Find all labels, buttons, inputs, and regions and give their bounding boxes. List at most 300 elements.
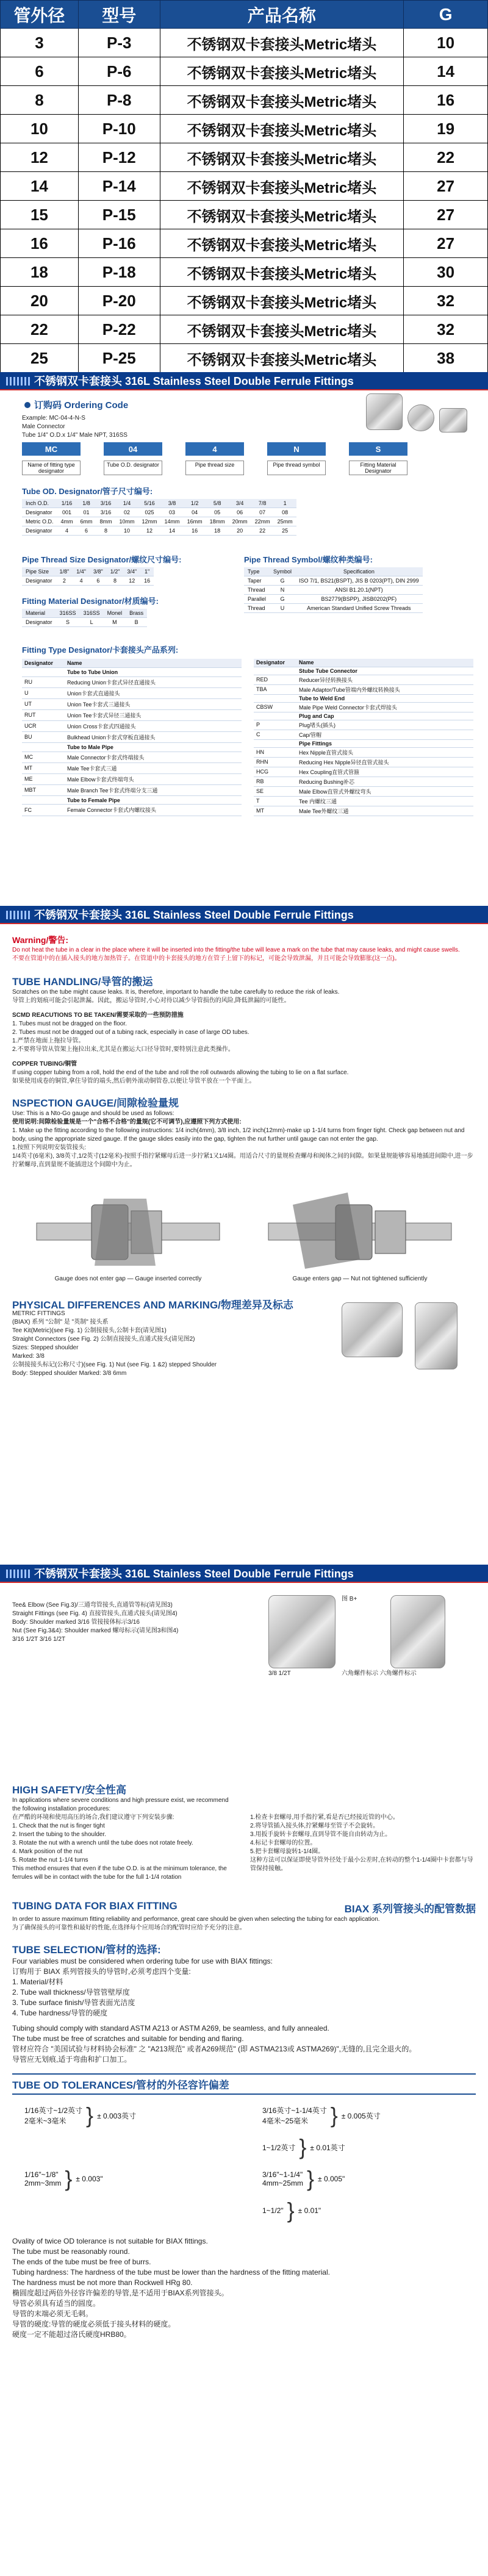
code-boxes <box>22 442 407 456</box>
table-cell: 5/16 <box>138 499 161 508</box>
physical-lines <box>12 1310 281 1378</box>
cell-name: 不锈钢双卡套接头Metric堵头 <box>160 258 403 287</box>
fit-name: Male Tee外螺纹三通 <box>296 806 473 816</box>
code-box: 04 <box>104 442 162 456</box>
table-cell: U <box>270 604 295 613</box>
fit-designator <box>254 712 296 720</box>
fit-name: Plug and Cap <box>296 712 473 720</box>
table-cell: BS2779(BSPP), JISB0202(PF) <box>295 595 423 604</box>
fig-label: 3/8 1/2T <box>268 1670 291 1677</box>
cell-name: 不锈钢双卡套接头Metric堵头 <box>160 229 403 258</box>
code-box: MC <box>22 442 81 456</box>
table-row <box>22 618 147 627</box>
fit-name: Male Pipe Weld Connector卡套式焊接头 <box>296 702 473 712</box>
table-cell: Metric O.D. <box>22 517 57 526</box>
table-cell: Material <box>22 609 56 618</box>
od-left-range2: 2毫米~3毫米 <box>24 2117 66 2125</box>
od-right-tol: ± 0.005" <box>318 2175 345 2183</box>
handling-section <box>0 930 488 1559</box>
pipe-symbol-title: Pipe Thread Symbol/螺纹种类编号: <box>244 555 373 564</box>
text-line: 导管的末端必须无毛刺。 <box>12 2309 93 2318</box>
od-title: TUBE OD TOLERANCES/管材的外径容许偏差 <box>12 2079 229 2091</box>
od-right-ranges <box>262 2105 327 2126</box>
table-cell: 16 <box>140 576 154 586</box>
table-cell: N <box>270 586 295 595</box>
table-row <box>1 315 488 344</box>
code-box: 4 <box>185 442 244 456</box>
tubing-line: In order to assure maximum fitting reliability and performance, great care should be given when selecting the tubing for each application. <box>12 1916 380 1923</box>
table-cell: 25mm <box>274 517 296 526</box>
table-cell: ANSI B1.20.1(NPT) <box>295 586 423 595</box>
table-cell: 3/16 <box>96 499 116 508</box>
handling-line: Scratches on the tube might cause leaks. It is, therefore, important to handle the tube carefully to reduce the risk of leaks. <box>12 989 340 996</box>
od-row <box>12 2100 476 2131</box>
table-cell: 316SS <box>56 609 80 618</box>
table-cell: 6 <box>90 576 107 586</box>
cell-model: P-8 <box>78 86 160 115</box>
text-line: Tubing should comply with standard ASTM A213 or ASTM A269, be seamless, and fully annealed. <box>12 2024 329 2032</box>
cell-name: 不锈钢双卡套接头Metric堵头 <box>160 344 403 373</box>
table-cell: 14mm <box>161 517 184 526</box>
table-cell: 01 <box>77 508 96 517</box>
text-line: 公制接接头标记(公称尺寸)(see Fig. 1) Nut (see Fig. 1 &2) stepped Shoulder <box>12 1362 217 1368</box>
fit-designator: MT <box>22 762 65 773</box>
fit-designator <box>254 667 296 675</box>
text-line: Straight Connectors (see Fig. 2) 公制直接接头,直通式接头(请见图2) <box>12 1336 195 1343</box>
od-row <box>12 2163 476 2195</box>
text-line: 硬度一定不能超过洛氏硬度HRB80。 <box>12 2330 131 2339</box>
fit-name: Male Elbow卡套式终端弯头 <box>65 773 242 784</box>
fit-name: Name <box>65 659 242 668</box>
od-right-range: 3/16"~1-1/4" <box>262 2170 303 2179</box>
bracket-icon: } <box>299 2134 307 2159</box>
text-line: 这种方法可以保证即使导管外径处于最小公差时,在转动的整个1-1/4圈中卡套都与导管保持接触。 <box>250 1857 473 1872</box>
fit-designator: RB <box>254 777 296 786</box>
text-line: Body: Stepped shoulder Marked: 3/8 6mm <box>12 1370 127 1377</box>
text-line: Straight Fittings (see Fig. 4) 直接管接头,直通式接头(请见图4) <box>12 1610 178 1617</box>
section-banner <box>0 372 488 390</box>
example-line: Male Connector <box>22 423 65 430</box>
table-row <box>22 499 296 508</box>
banner-title: 不锈钢双卡套接头 316L Stainless Steel Double Ferrule Fittings <box>34 909 354 921</box>
table-row <box>244 576 423 586</box>
bracket-icon: } <box>86 2103 94 2128</box>
table-row <box>22 709 242 720</box>
bracket-icon: } <box>307 2166 315 2191</box>
table-row <box>1 29 488 57</box>
table-cell: 3/4 <box>229 499 251 508</box>
spec-table-header <box>1 1 488 29</box>
copper-line: If using copper tubing from a roll, hold the end of the tube and roll the roll outwards allowing the tubing to lie on a flat surface. <box>12 1069 349 1076</box>
table-row <box>254 757 473 767</box>
text-line: 导管的硬度:导管的硬度必须低于接头材料的硬度。 <box>12 2320 176 2328</box>
table-cell: Parallel <box>244 595 270 604</box>
fitting-photo-elbow <box>342 1302 403 1357</box>
ordering-title <box>24 398 128 411</box>
table-row <box>254 777 473 786</box>
table-row <box>254 796 473 806</box>
table-cell: 14 <box>161 526 184 536</box>
fit-name: Union Tee卡套式异径三通接头 <box>65 709 242 720</box>
cell-model: P-12 <box>78 143 160 172</box>
pipe-symbol-table <box>244 567 423 613</box>
table-cell: 3/8 <box>161 499 184 508</box>
fit-designator <box>22 742 65 752</box>
fit-designator <box>254 739 296 747</box>
cell-model: P-25 <box>78 344 160 373</box>
copper-line: 如果使用成卷的铜管,拿住导管的端头,然后朝外滚动铜管卷,以便让导管平放在一个平面上。 <box>12 1078 256 1085</box>
fit-name: Cap/管帽 <box>296 730 473 739</box>
table-row <box>254 694 473 702</box>
code-row <box>0 442 407 475</box>
table-cell: 1/8 <box>77 499 96 508</box>
gauge-illustration-icon <box>24 1193 232 1272</box>
od-right-range: 1~1/2英寸 <box>262 2143 296 2152</box>
text-line: Body: Shoulder marked 3/16 管接接体标示3/16 <box>12 1619 140 1626</box>
table-row <box>22 668 242 677</box>
fit-name: Reducer异径转换接头 <box>296 675 473 684</box>
fit-name: Pipe Fittings <box>296 739 473 747</box>
cell-name: 不锈钢双卡套接头Metric堵头 <box>160 29 403 57</box>
text-line: This method ensures that even if the tube O.D. is at the minimum tolerance, the ferrules will be in contact with the tube for the full 1-1/4 rotation <box>12 1865 227 1881</box>
table-row <box>254 659 473 667</box>
table-cell: Inch O.D. <box>22 499 57 508</box>
text-line: 4. Tube hardness/导管的硬度 <box>12 2009 108 2017</box>
fit-name: Tee 内螺纹三通 <box>296 796 473 806</box>
bracket-icon: } <box>330 2103 338 2128</box>
fitting-type-title: Fitting Type Designator/卡套接头产品系列: <box>22 645 179 655</box>
table-cell: L <box>80 618 104 627</box>
fit-name: Union Cross卡套式四通接头 <box>65 720 242 731</box>
cell-model: P-20 <box>78 287 160 315</box>
cell-od: 18 <box>1 258 79 287</box>
table-cell: 1" <box>140 567 154 576</box>
tubing-title-cn: BIAX 系列管接头的配管数据 <box>344 1903 476 1915</box>
fit-designator <box>22 668 65 677</box>
bracket-icon: } <box>287 2198 295 2223</box>
table-cell: 08 <box>274 508 296 517</box>
od-right-tol: ± 0.01英寸 <box>310 2143 345 2152</box>
table-cell: 1/8" <box>56 567 73 576</box>
table-row <box>244 595 423 604</box>
fit-name: Reducing Union卡套式异径直通接头 <box>65 676 242 687</box>
fit-designator: RED <box>254 675 296 684</box>
cell-g: 32 <box>404 287 488 315</box>
cell-name: 不锈钢双卡套接头Metric堵头 <box>160 143 403 172</box>
cell-od: 10 <box>1 115 79 143</box>
tube-od-table <box>22 499 296 536</box>
fit-designator: UCR <box>22 720 65 731</box>
table-row <box>22 698 242 709</box>
table-cell: Thread <box>244 586 270 595</box>
code-labels <box>22 461 407 475</box>
cell-od: 16 <box>1 229 79 258</box>
table-row <box>22 576 154 586</box>
table-cell: 20 <box>229 526 251 536</box>
final-lines <box>12 2236 476 2340</box>
fitting-type-right <box>254 659 473 816</box>
ordering-example <box>22 414 127 440</box>
text-line: 5.把卡套螺母旋转1-1/4圈。 <box>250 1848 325 1855</box>
cell-model: P-15 <box>78 201 160 229</box>
od-right-tol: ± 0.005英寸 <box>341 2111 381 2120</box>
cell-model: P-22 <box>78 315 160 344</box>
text-line: 4. Mark position of the nut <box>12 1848 83 1855</box>
code-box: N <box>267 442 326 456</box>
table-row <box>22 762 242 773</box>
selection-lines <box>12 1956 476 2065</box>
table-cell: 7/8 <box>251 499 274 508</box>
material-block <box>22 595 223 627</box>
text-line: 3/16 1/2T 3/16 1/2T <box>12 1636 66 1643</box>
col-g: G <box>404 1 488 29</box>
fit-designator: CBSW <box>254 702 296 712</box>
fit-designator: TBA <box>254 684 296 694</box>
table-cell: 1/2" <box>107 567 124 576</box>
fit-name: Reducing Bushing补芯 <box>296 777 473 786</box>
table-cell: Pipe Size <box>22 567 56 576</box>
cell-name: 不锈钢双卡套接头Metric堵头 <box>160 115 403 143</box>
fig-label: 六角螺件标示 六角螺件标示 <box>342 1670 417 1677</box>
fit-designator: MBT <box>22 784 65 795</box>
table-cell: 5/8 <box>206 499 229 508</box>
fit-designator: SE <box>254 786 296 796</box>
cell-od: 20 <box>1 287 79 315</box>
fitting-type-block <box>22 644 473 816</box>
table-row <box>254 747 473 757</box>
fit-name: Hex Coupling直管式管箍 <box>296 767 473 777</box>
cell-od: 12 <box>1 143 79 172</box>
table-row <box>244 567 423 576</box>
selection-title: TUBE SELECTION/管材的选择: <box>12 1944 161 1956</box>
cell-g: 22 <box>404 143 488 172</box>
table-cell: 16 <box>184 526 206 536</box>
fit-name: Tube to Female Pipe <box>65 795 242 805</box>
od-row <box>12 2195 476 2226</box>
table-cell: 4mm <box>57 517 77 526</box>
table-cell: 18 <box>206 526 229 536</box>
ordering-section <box>0 393 488 839</box>
warning-line: Do not heat the tube in a clear in the place where it will be inserted into the fitting/the tube will leave a mark on the tube that may cause leaks, and might cause swells. <box>12 947 460 953</box>
copper-title: COPPER TUBING/铜管 <box>12 1061 77 1067</box>
text-line: Ovality of twice OD tolerance is not suitable for BIAX fittings. <box>12 2237 208 2245</box>
safety-right <box>250 1796 476 1882</box>
table-cell: G <box>270 595 295 604</box>
inspection-line: Use: This is a Nto-Go gauge and should be used as follows: <box>12 1110 174 1117</box>
banner-decoration <box>6 911 30 919</box>
cell-g: 27 <box>404 229 488 258</box>
material-table <box>22 609 147 627</box>
table-cell: 10 <box>116 526 138 536</box>
text-line: Tee Kit(Metric)(see Fig. 1) 公制接接头,公制卡套(请见图1) <box>12 1327 167 1334</box>
text-line: 3. Rotate the nut with a wrench until the tube does not rotate freely. <box>12 1840 193 1846</box>
scmd-line: 1.严禁在地面上拖拉导管。 <box>12 1038 85 1044</box>
text-line: 1. Check that the nut is finger tight <box>12 1823 105 1829</box>
table-cell: Thread <box>244 604 270 613</box>
od-right-ranges <box>262 2206 284 2215</box>
table-cell: Symbol <box>270 567 295 576</box>
table-cell: Specification <box>295 567 423 576</box>
table-row <box>22 676 242 687</box>
code-box: S <box>349 442 407 456</box>
table-row <box>244 604 423 613</box>
gauge-figure-left <box>24 1193 232 1284</box>
text-line: 1. Material/材料 <box>12 1978 63 1986</box>
text-line: Four variables must be considered when ordering tube for use with BIAX fittings: <box>12 1957 273 1965</box>
table-cell: 8 <box>107 576 124 586</box>
fit-name: Male Adaptor/Tube管端内外螺纹转换接头 <box>296 684 473 694</box>
table-row <box>22 773 242 784</box>
cell-model: P-3 <box>78 29 160 57</box>
od-right-tol: ± 0.01" <box>298 2206 321 2215</box>
fit-designator <box>254 694 296 702</box>
handling-title: TUBE HANDLING/导管的搬运 <box>12 976 153 988</box>
pipe-size-block <box>22 553 223 586</box>
table-cell: 02 <box>116 508 138 517</box>
table-cell: 1/16 <box>57 499 77 508</box>
fit-designator: MT <box>254 806 296 816</box>
fit-name: Male Tee卡套式三通 <box>65 762 242 773</box>
gauge-caption-right: Gauge enters gap — Nut not tightened sufficiently <box>292 1275 428 1282</box>
cell-g: 14 <box>404 57 488 86</box>
example-line: Example: MC-04-4-N-S <box>22 415 85 422</box>
pipe-symbol-block <box>244 553 470 613</box>
table-cell: G <box>270 576 295 586</box>
od-right-ranges <box>262 2170 303 2187</box>
scmd-title: SCMD REACUTIONS TO BE TAKEN/需要采取的一些预防措施 <box>12 1012 184 1019</box>
text-line: The hardness must be not more than Rockwell HRg 80. <box>12 2278 193 2287</box>
cell-g: 27 <box>404 172 488 201</box>
text-line: 1.检查卡套螺母,用手指拧紧,看是否已经接近管的中心。 <box>250 1814 399 1821</box>
table-row <box>1 258 488 287</box>
fit-designator: Designator <box>22 659 65 668</box>
material-title: Fitting Material Designator/材质编号: <box>22 597 159 606</box>
fit-name: Stube Tube Connector <box>296 667 473 675</box>
table-cell: ISO 7/1, BS21(BSPT), JIS B 0203(PT), DIN 2999 <box>295 576 423 586</box>
table-cell: Designator <box>22 508 57 517</box>
table-cell: 3/16 <box>96 508 116 517</box>
cell-name: 不锈钢双卡套接头Metric堵头 <box>160 57 403 86</box>
fitting-photo-tee <box>268 1595 336 1668</box>
table-cell: S <box>56 618 80 627</box>
table-row <box>1 287 488 315</box>
text-line: 导管应无划痕,适于弯曲和扩口加工。 <box>12 2055 132 2064</box>
table-cell: Brass <box>126 609 147 618</box>
text-line: 在严酷的环境和使用高压的场合,我们建议遵守下列安装步骤: <box>12 1814 174 1821</box>
code-label: Tube O.D. designator <box>104 461 162 475</box>
table-row <box>1 172 488 201</box>
table-cell: Taper <box>244 576 270 586</box>
fit-designator: HN <box>254 747 296 757</box>
fit-name: Union卡套式直通接头 <box>65 687 242 698</box>
fitting-photo-ferrule <box>407 404 434 431</box>
table-cell: Monel <box>104 609 126 618</box>
warning-line: 不要在管道中的在插入接头的地方加热管子。在管道中的卡套接头的地方在管子上留下的标记，可能会导致泄漏，并且可能会导致膨胀(这一点)。 <box>12 955 401 962</box>
table-cell: 6mm <box>77 517 96 526</box>
table-row <box>254 667 473 675</box>
spec-table-body <box>1 29 488 373</box>
gauge-illustration-icon <box>256 1193 464 1272</box>
text-line: Nut (See Fig.3&4): Shoulder marked 螺母标示(请见图3和图4) <box>12 1627 179 1634</box>
table-cell: 12 <box>123 576 140 586</box>
table-row <box>22 508 296 517</box>
physical-title: PHYSICAL DIFFERENCES AND MARKING/物理差异及标志 <box>12 1299 293 1311</box>
inspection-line: 1.按照下列说明安装管接头: <box>12 1144 87 1151</box>
od-right-range: 3/16英寸~1-1/4英寸 <box>262 2106 327 2115</box>
od-left <box>24 2104 136 2126</box>
col-model: 型号 <box>78 1 160 29</box>
table-row <box>22 687 242 698</box>
od-right-range: 1~1/2" <box>262 2206 284 2215</box>
fit-designator: HCG <box>254 767 296 777</box>
od-right-ranges <box>262 2142 295 2153</box>
table-row <box>1 115 488 143</box>
table-row <box>254 767 473 777</box>
fit-designator: RHN <box>254 757 296 767</box>
od-right-range2: 4mm~25mm <box>262 2179 304 2187</box>
table-row <box>1 86 488 115</box>
od-title-bar <box>12 2073 476 2095</box>
tube-od-block <box>22 485 296 536</box>
table-row <box>22 784 242 795</box>
table-cell: 001 <box>57 508 77 517</box>
tube-od-title: Tube OD. Designator/管子尺寸编号: <box>22 487 153 496</box>
banner-decoration <box>6 377 30 386</box>
table-cell: 07 <box>251 508 274 517</box>
cell-g: 32 <box>404 315 488 344</box>
table-cell: 16mm <box>184 517 206 526</box>
fit-designator: Designator <box>254 659 296 667</box>
cell-od: 22 <box>1 315 79 344</box>
inspection-title: NSPECTION GAUGE/间隙检验量规 <box>12 1097 179 1109</box>
example-line: Tube 1/4" O.D.x 1/4" Male NPT, 316SS <box>22 432 127 439</box>
table-cell: 1/2 <box>184 499 206 508</box>
table-cell: 3/4" <box>123 567 140 576</box>
table-cell: 316SS <box>80 609 104 618</box>
scmd-line: 2.不要将导管从管架上拖拉出来,尤其是在搬运大口径导管时,要特别注意此类操作。 <box>12 1046 234 1053</box>
code-label: Name of fitting type designator <box>22 461 81 475</box>
spec-table <box>0 0 488 373</box>
fit-name: Hex Nipple直管式接头 <box>296 747 473 757</box>
cell-od: 8 <box>1 86 79 115</box>
od-rows <box>12 2100 476 2226</box>
text-line: 3. Tube surface finish/导管表面光洁度 <box>12 1998 135 2007</box>
col-od: 管外径 <box>1 1 79 29</box>
table-row <box>22 526 296 536</box>
fit-name: Union Tee卡套式三通接头 <box>65 698 242 709</box>
ordering-title-text: 订购码 Ordering Code <box>34 400 129 411</box>
table-row <box>254 675 473 684</box>
fitting-type-left <box>22 659 242 816</box>
table-row <box>254 720 473 730</box>
cell-g: 38 <box>404 344 488 373</box>
table-cell: 1/4" <box>73 567 90 576</box>
code-label: Fitting Material Designator <box>349 461 407 475</box>
od-left-tol: ± 0.003英寸 <box>97 2111 137 2120</box>
table-row <box>22 742 242 752</box>
table-cell: 1/4 <box>116 499 138 508</box>
table-cell: 8mm <box>96 517 116 526</box>
cell-g: 10 <box>404 29 488 57</box>
table-cell: 4 <box>57 526 77 536</box>
fitting-photo-body <box>439 408 467 432</box>
col-name: 产品名称 <box>160 1 403 29</box>
text-line: (BIAX) 系列 "公制" 是 "英制" 接头系 <box>12 1319 109 1326</box>
table-row <box>22 567 154 576</box>
table-row <box>22 659 242 668</box>
ordering-icon <box>24 402 30 408</box>
table-cell: 6 <box>77 526 96 536</box>
